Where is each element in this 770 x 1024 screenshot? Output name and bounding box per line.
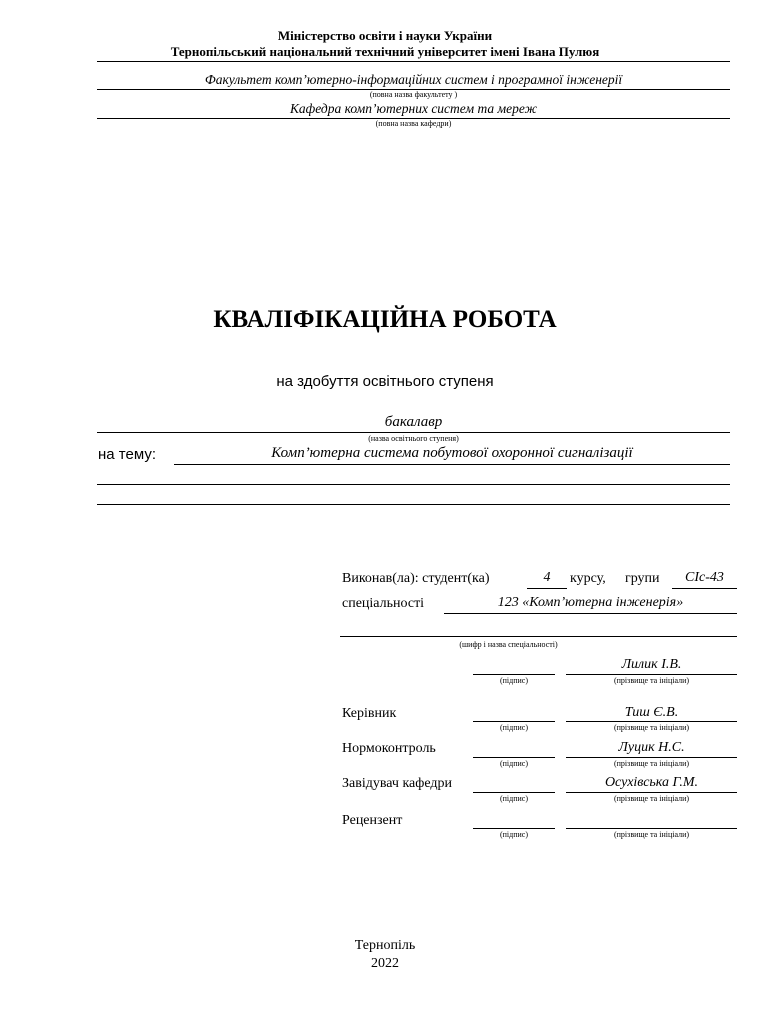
specialty-value: 123 «Комп’ютерна інженерія» (497, 595, 684, 610)
name-line (566, 828, 737, 829)
topic-underline (174, 464, 730, 465)
course-label: курсу, (570, 571, 606, 586)
topic-line-3 (97, 504, 730, 505)
name-line (566, 792, 737, 793)
surname-caption: (прізвище та ініціали) (613, 830, 690, 839)
performed-label: Виконав(ла): студент(ка) (342, 571, 490, 586)
signature-caption: (підпис) (499, 723, 528, 732)
faculty-name: Факультет комп’ютерно-інформаційних систем і програмної інженерії (204, 72, 623, 87)
signatory-name: Тиш Є.В. (624, 705, 679, 720)
signatory-role: Керівник (342, 706, 397, 721)
ministry-name: Міністерство освіти і науки України (277, 28, 493, 43)
signature-caption: (підпис) (499, 830, 528, 839)
group-value: СІс-43 (685, 570, 724, 585)
signature-line (473, 792, 555, 793)
signature-caption: (підпис) (499, 759, 528, 768)
department-caption: (повна назва кафедри) (375, 119, 452, 128)
surname-caption: (прізвище та ініціали) (613, 676, 690, 685)
course-underline (527, 588, 567, 589)
header-divider (97, 61, 730, 62)
surname-caption: (прізвище та ініціали) (613, 759, 690, 768)
footer-city: Тернопіль (354, 938, 416, 953)
surname-caption: (прізвище та ініціали) (613, 794, 690, 803)
degree-caption: (назва освітнього ступеня) (368, 434, 459, 443)
signatory-role: Рецензент (342, 813, 403, 828)
faculty-caption: (повна назва факультету ) (369, 90, 458, 99)
specialty-underline (444, 613, 737, 614)
topic-label: на тему: (98, 446, 156, 463)
footer-year: 2022 (371, 956, 399, 971)
specialty-label: спеціальності (342, 596, 425, 611)
group-underline (672, 588, 737, 589)
topic-line-2 (97, 484, 730, 485)
document-title: КВАЛІФІКАЦІЙНА РОБОТА (213, 306, 557, 333)
signature-line (473, 757, 555, 758)
signature-line (473, 828, 555, 829)
topic-value: Комп’ютерна система побутової охоронної сигналізації (271, 445, 633, 461)
degree-value: бакалавр (384, 414, 443, 430)
course-value: 4 (543, 570, 551, 585)
name-line (566, 674, 737, 675)
group-label: групи (625, 571, 660, 586)
signature-caption: (підпис) (499, 676, 528, 685)
signatory-name: Осухівська Г.М. (604, 775, 699, 790)
signatory-name: Лилик І.В. (621, 657, 682, 672)
signature-line (473, 721, 555, 722)
specialty-line-2 (340, 636, 737, 637)
signatory-name: Луцик Н.С. (618, 740, 685, 755)
surname-caption: (прізвище та ініціали) (613, 723, 690, 732)
document-subtitle: на здобуття освітнього ступеня (276, 373, 494, 390)
signature-line (473, 674, 555, 675)
name-line (566, 721, 737, 722)
signature-caption: (підпис) (499, 794, 528, 803)
department-name: Кафедра комп’ютерних систем та мереж (289, 101, 538, 116)
signatory-role: Завідувач кафедри (342, 776, 452, 791)
signatory-role: Нормоконтроль (342, 741, 436, 756)
degree-underline (97, 432, 730, 433)
university-name: Тернопільський національний технічний університет імені Івана Пулюя (170, 44, 600, 59)
specialty-caption: (шифр і назва спеціальності) (459, 640, 558, 649)
name-line (566, 757, 737, 758)
